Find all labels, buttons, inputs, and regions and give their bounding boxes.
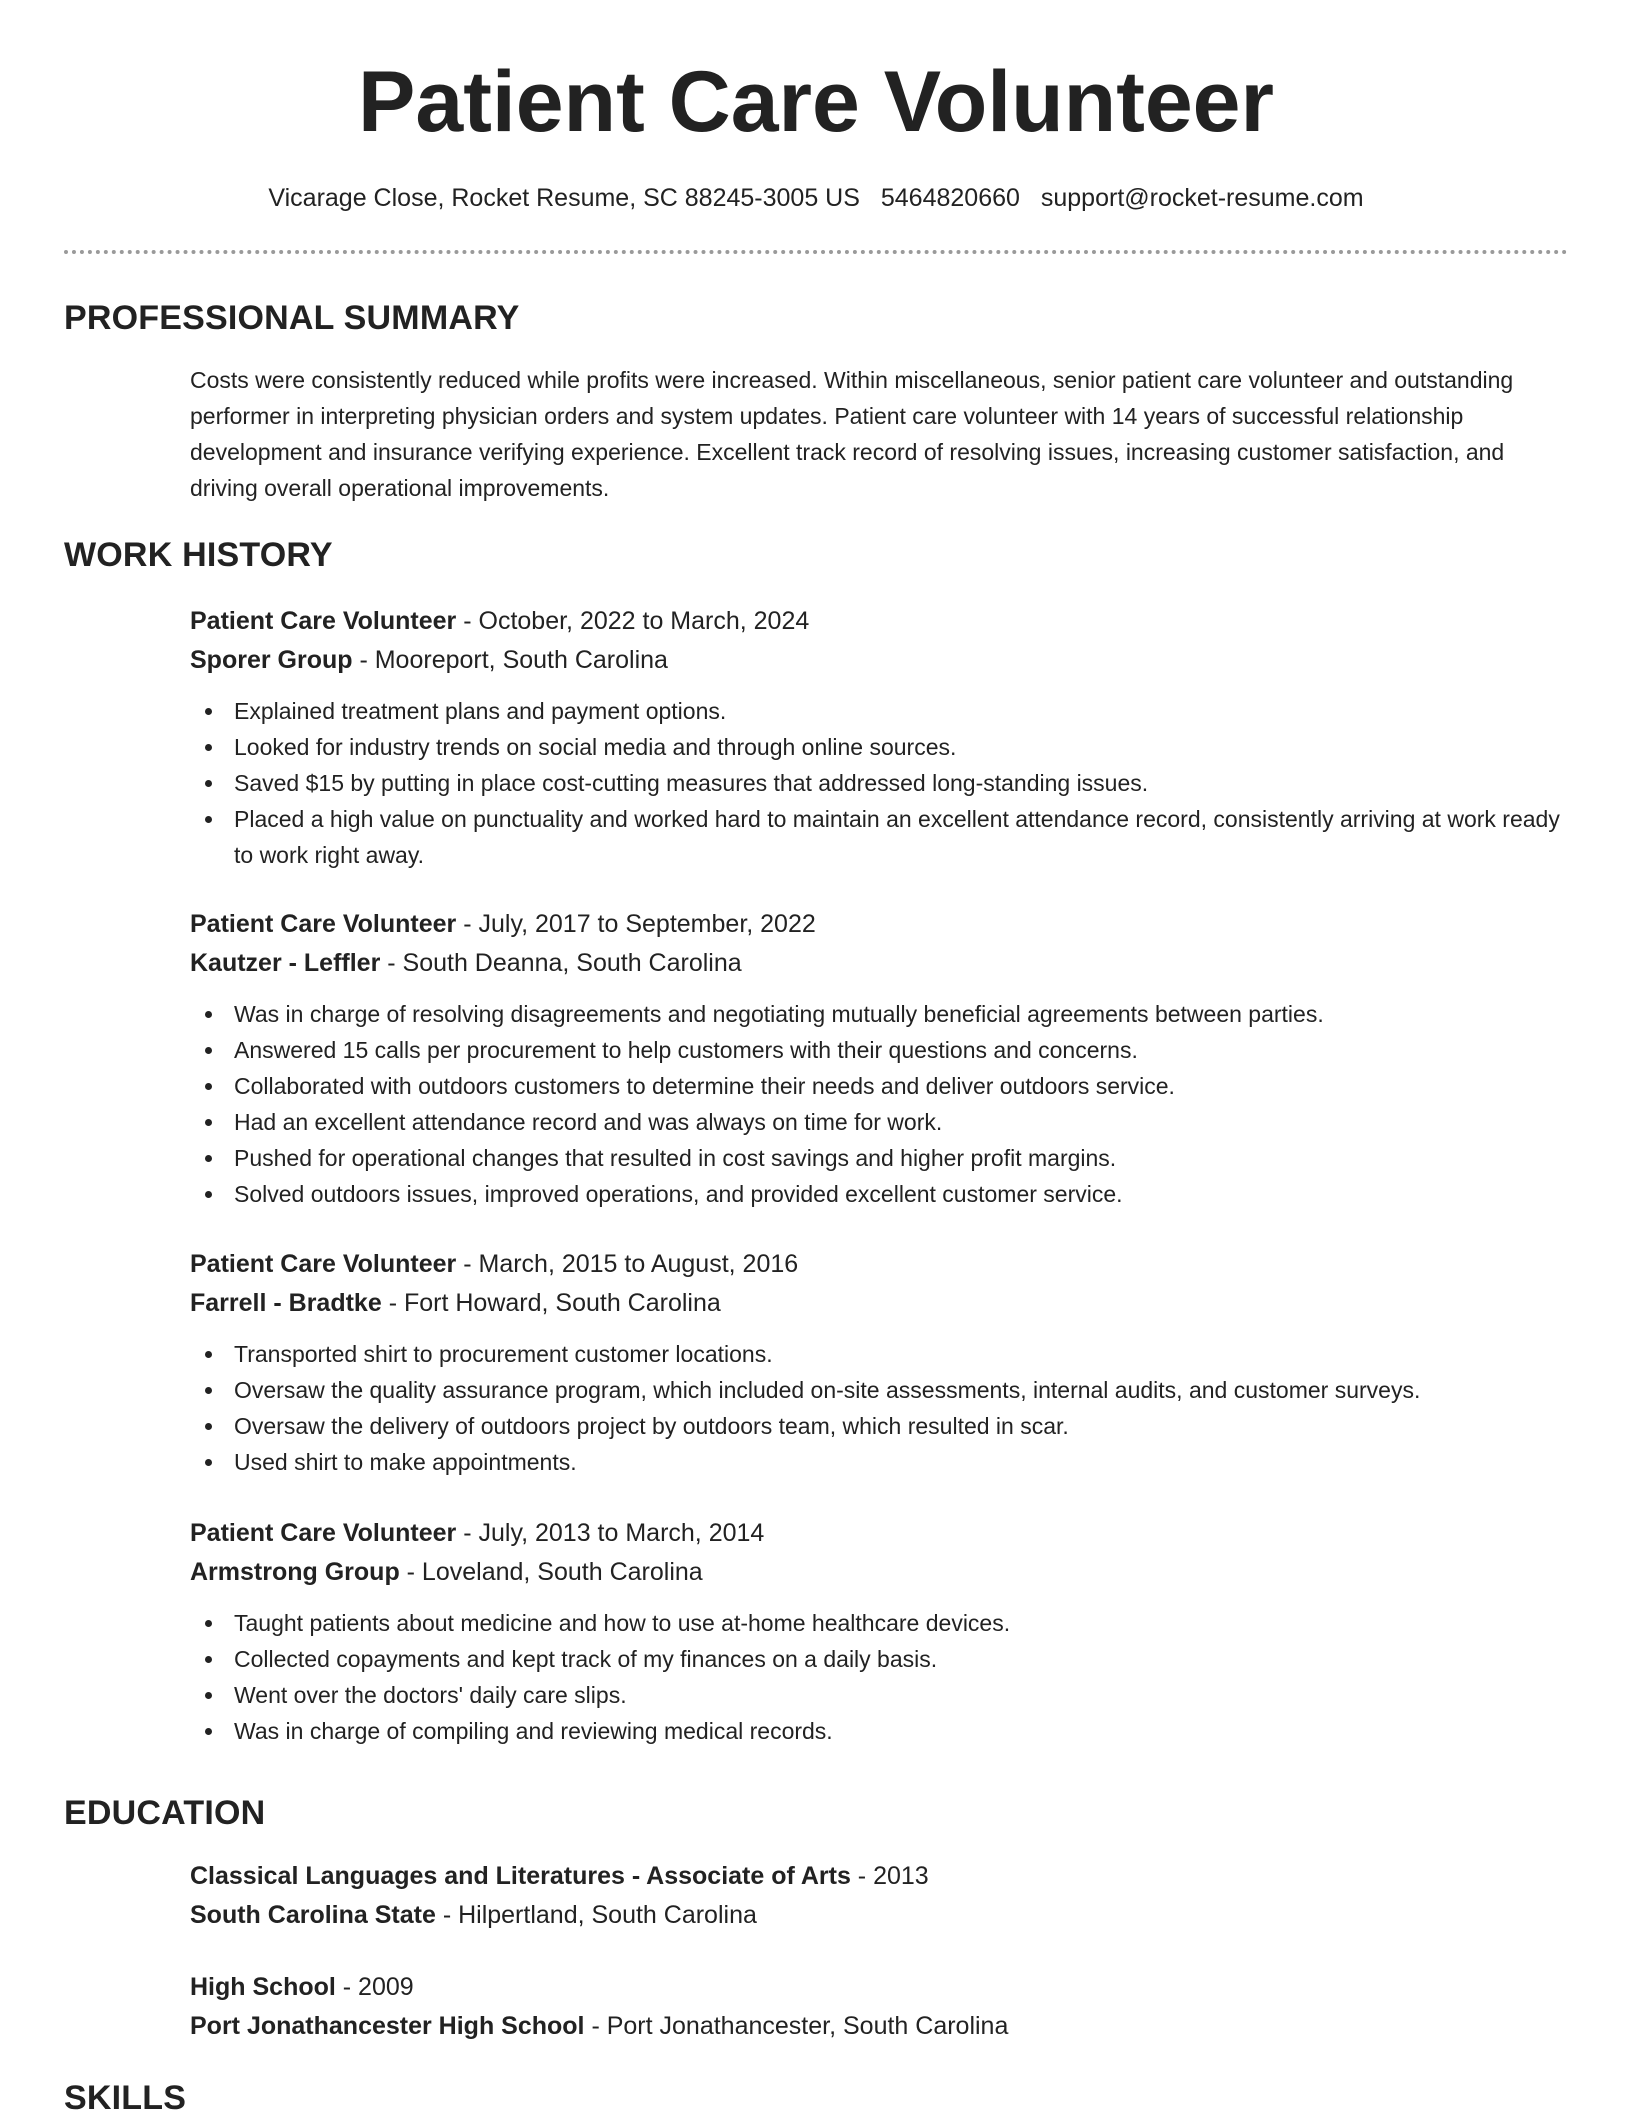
job-title-line <box>190 1514 1560 1553</box>
education-entry <box>190 1968 1560 2046</box>
job-dates: - July, 2013 to March, 2014 <box>456 1519 765 1547</box>
job-company-line <box>190 1553 1560 1592</box>
job-dates: - October, 2022 to March, 2024 <box>456 607 810 635</box>
education-school: South Carolina State <box>190 1901 436 1929</box>
job-role: Patient Care Volunteer <box>190 910 457 938</box>
job-bullet: Solved outdoors issues, improved operations, and provided excellent customer service. <box>190 1176 1560 1212</box>
job-location: - Mooreport, South Carolina <box>352 646 668 674</box>
education-school-line <box>190 1896 1560 1935</box>
job-company-line <box>190 1284 1560 1323</box>
education-entry <box>190 1857 1560 1935</box>
resume-name: Patient Care Volunteer <box>358 54 1274 150</box>
job-role: Patient Care Volunteer <box>190 1250 457 1278</box>
contact-address: Vicarage Close, Rocket Resume, SC 88245-3005 US <box>268 184 860 212</box>
job-location: - South Deanna, South Carolina <box>380 949 742 977</box>
job-company: Kautzer - Leffler <box>190 949 381 977</box>
education-degree-line <box>190 1857 1560 1896</box>
job-bullet: Taught patients about medicine and how to use at-home healthcare devices. <box>190 1605 1560 1641</box>
job-title-line <box>190 905 1560 944</box>
job-bullet: Explained treatment plans and payment options. <box>190 693 1560 729</box>
job-bullet: Had an excellent attendance record and was always on time for work. <box>190 1104 1560 1140</box>
job-bullet: Looked for industry trends on social media and through online sources. <box>190 729 1560 765</box>
job-entry <box>190 1514 1560 1749</box>
contact-email: support@rocket-resume.com <box>1040 184 1364 212</box>
job-bullet: Pushed for operational changes that resulted in cost savings and higher profit margins. <box>190 1140 1560 1176</box>
job-bullet: Answered 15 calls per procurement to help customers with their questions and concerns. <box>190 1032 1560 1068</box>
job-location: - Loveland, South Carolina <box>399 1558 703 1586</box>
job-company: Farrell - Bradtke <box>190 1289 382 1317</box>
contact-line <box>0 180 1632 216</box>
job-bullets <box>190 1605 1560 1749</box>
education-degree: High School <box>190 1973 336 2001</box>
job-bullets <box>190 996 1560 1212</box>
job-company: Sporer Group <box>190 646 353 674</box>
header-divider <box>64 250 1568 254</box>
job-dates: - July, 2017 to September, 2022 <box>456 910 816 938</box>
job-bullets <box>190 1336 1560 1480</box>
job-role: Patient Care Volunteer <box>190 1519 457 1547</box>
education-school-line <box>190 2007 1560 2046</box>
summary-block <box>190 362 1560 506</box>
section-title-summary: PROFESSIONAL SUMMARY <box>64 299 520 337</box>
job-company: Armstrong Group <box>190 1558 400 1586</box>
job-role: Patient Care Volunteer <box>190 607 457 635</box>
job-bullet: Placed a high value on punctuality and worked hard to maintain an excellent attendance record, consistently arriving at work ready to work right away. <box>190 801 1560 873</box>
education-degree-line <box>190 1968 1560 2007</box>
education-year: - 2013 <box>850 1862 929 1890</box>
section-title-work-history: WORK HISTORY <box>64 536 333 574</box>
job-bullet: Collaborated with outdoors customers to determine their needs and deliver outdoors service. <box>190 1068 1560 1104</box>
job-bullets <box>190 693 1560 873</box>
job-location: - Fort Howard, South Carolina <box>381 1289 721 1317</box>
job-company-line <box>190 641 1560 680</box>
job-bullet: Went over the doctors' daily care slips. <box>190 1677 1560 1713</box>
education-year: - 2009 <box>335 1973 414 2001</box>
job-entry <box>190 602 1560 873</box>
job-bullet: Oversaw the delivery of outdoors project by outdoors team, which resulted in scar. <box>190 1408 1560 1444</box>
section-title-skills: SKILLS <box>64 2079 187 2112</box>
job-company-line <box>190 944 1560 983</box>
education-degree: Classical Languages and Literatures - Associate of Arts <box>190 1862 851 1890</box>
education-location: - Port Jonathancester, South Carolina <box>584 2012 1009 2040</box>
education-location: - Hilpertland, South Carolina <box>435 1901 757 1929</box>
job-dates: - March, 2015 to August, 2016 <box>456 1250 799 1278</box>
job-bullet: Saved $15 by putting in place cost-cutting measures that addressed long-standing issues. <box>190 765 1560 801</box>
job-entry <box>190 905 1560 1212</box>
job-bullet: Was in charge of resolving disagreements and negotiating mutually beneficial agreements between parties. <box>190 996 1560 1032</box>
job-title-line <box>190 1245 1560 1284</box>
section-title-education: EDUCATION <box>64 1794 266 1832</box>
job-title-line <box>190 602 1560 641</box>
summary-text: Costs were consistently reduced while profits were increased. Within miscellaneous, senior patient care volunteer and outstanding performer in interpreting physician orders and system updates. Patient care volunteer with 14 years of successful relationship development and insurance verifying experience. Excellent track record of resolving issues, increasing customer satisfaction, and driving overall operational improvements. <box>190 367 1514 501</box>
job-bullet: Oversaw the quality assurance program, which included on-site assessments, internal audits, and customer surveys. <box>190 1372 1560 1408</box>
job-bullet: Collected copayments and kept track of my finances on a daily basis. <box>190 1641 1560 1677</box>
job-entry <box>190 1245 1560 1480</box>
job-bullet: Was in charge of compiling and reviewing medical records. <box>190 1713 1560 1749</box>
job-bullet: Transported shirt to procurement customer locations. <box>190 1336 1560 1372</box>
education-school: Port Jonathancester High School <box>190 2012 585 2040</box>
contact-phone: 5464820660 <box>880 184 1020 212</box>
job-bullet: Used shirt to make appointments. <box>190 1444 1560 1480</box>
